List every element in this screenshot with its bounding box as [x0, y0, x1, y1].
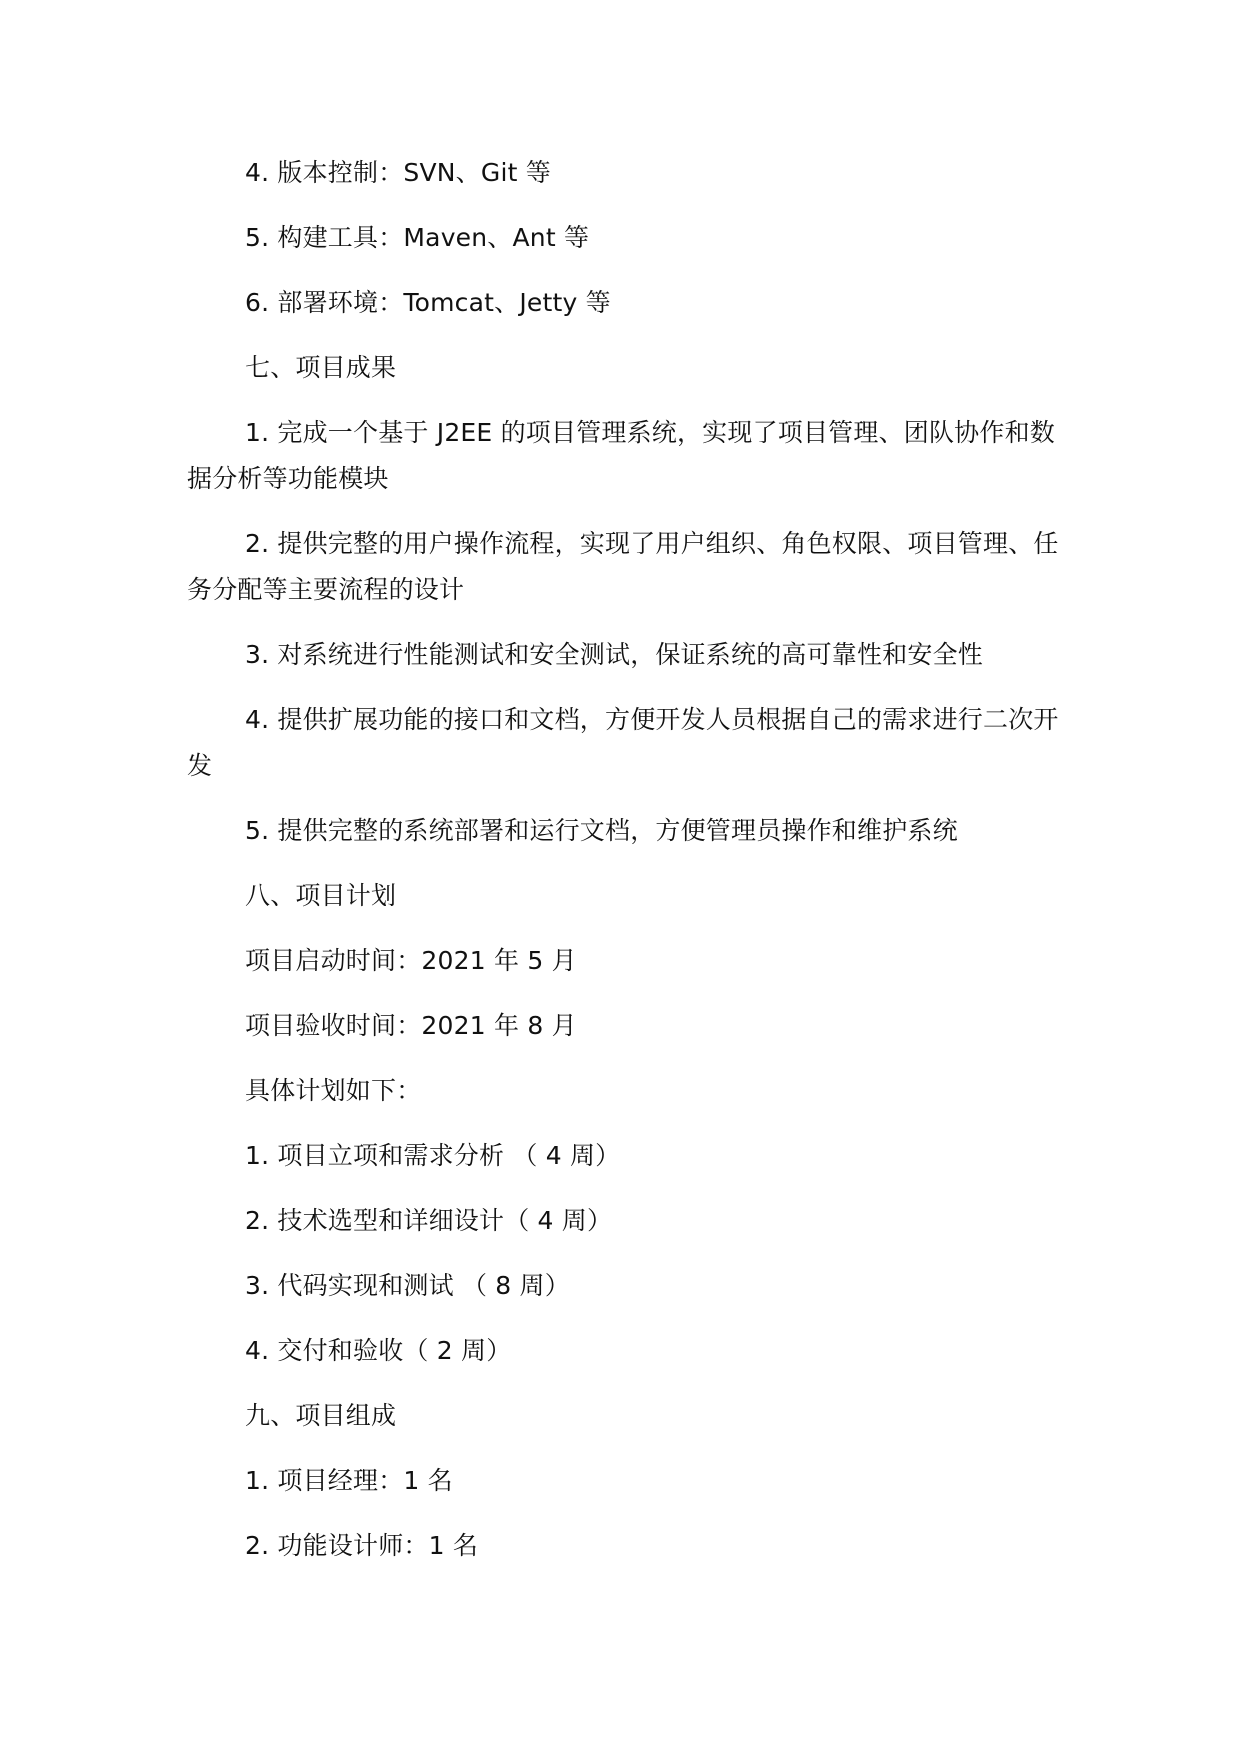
plan-start-time: 项目启动时间：2021 年 5 月: [245, 946, 577, 975]
result-item-5: 5. 提供完整的系统部署和运行文档，方便管理员操作和维护系统: [245, 816, 958, 845]
plan-intro: 具体计划如下：: [245, 1076, 422, 1105]
result-item-4: 4. 提供扩展功能的接口和文档，方便开发人员根据自己的需求进行二次开发: [187, 705, 1059, 780]
result-item-3: 3. 对系统进行性能测试和安全测试，保证系统的高可靠性和安全性: [245, 640, 984, 669]
team-item-2: 2. 功能设计师：1 名: [245, 1531, 479, 1560]
item-version-control: 4. 版本控制：SVN、Git 等: [245, 158, 551, 187]
plan-item-2: 2. 技术选型和详细设计（ 4 周）: [245, 1206, 613, 1235]
plan-item-4: 4. 交付和验收（ 2 周）: [245, 1336, 512, 1365]
plan-item-1: 1. 项目立项和需求分析 （ 4 周）: [245, 1141, 621, 1170]
plan-acceptance-time: 项目验收时间：2021 年 8 月: [245, 1011, 577, 1040]
plan-item-3: 3. 代码实现和测试 （ 8 周）: [245, 1271, 570, 1300]
item-deploy-env: 6. 部署环境：Tomcat、Jetty 等: [245, 288, 611, 317]
item-build-tools: 5. 构建工具：Maven、Ant 等: [245, 223, 590, 252]
team-item-1: 1. 项目经理：1 名: [245, 1466, 453, 1495]
section-heading-team: 九、项目组成: [245, 1401, 397, 1430]
result-item-1: 1. 完成一个基于 J2EE 的项目管理系统，实现了项目管理、团队协作和数据分析等功能模块: [187, 418, 1055, 493]
section-heading-results: 七、项目成果: [245, 353, 397, 382]
result-item-2: 2. 提供完整的用户操作流程，实现了用户组织、角色权限、项目管理、任务分配等主要流程的设计: [187, 529, 1059, 604]
document-body: [187, 150, 1067, 1588]
section-heading-plan: 八、项目计划: [245, 881, 397, 910]
